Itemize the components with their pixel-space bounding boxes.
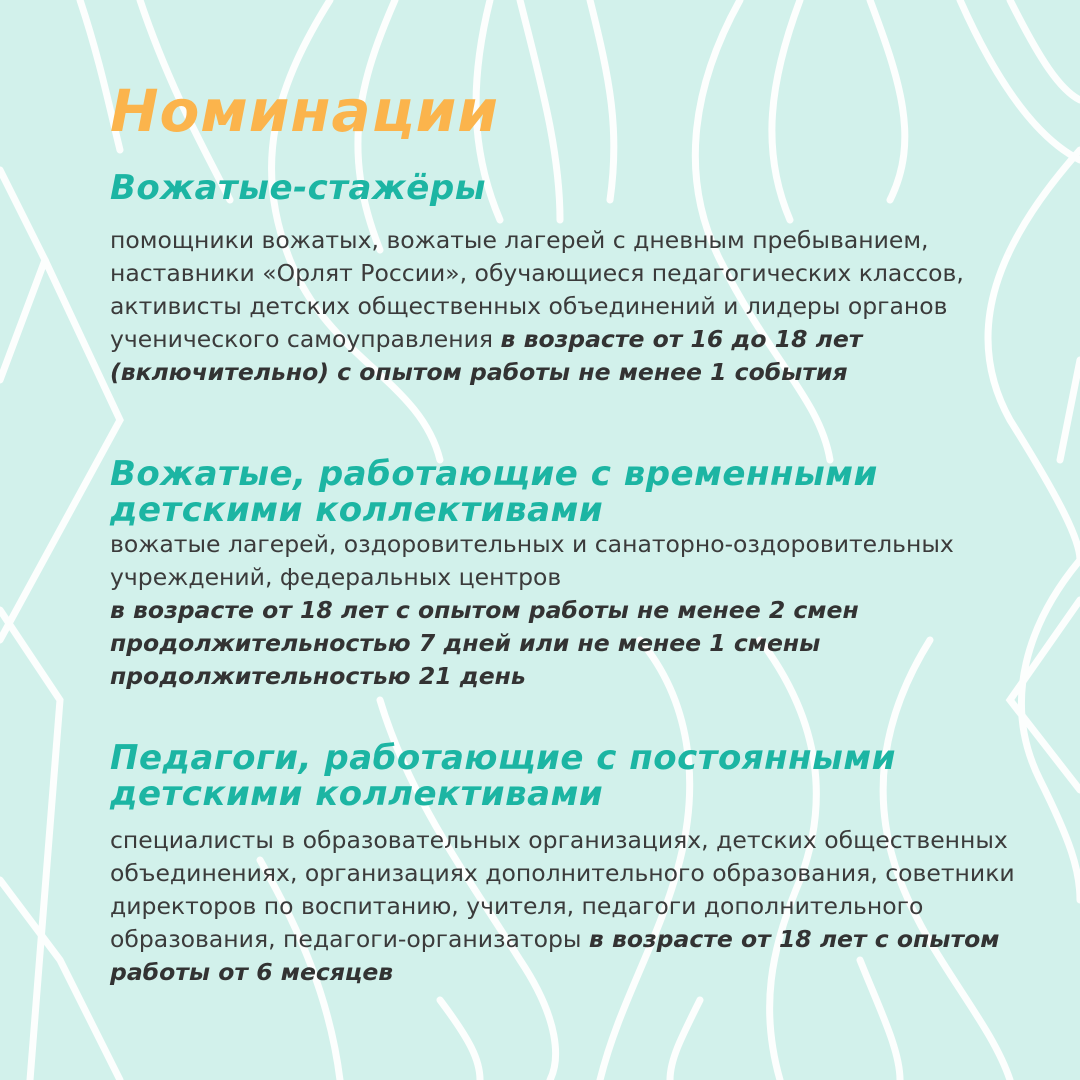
description-text: помощники вожатых, вожатые лагерей с дневным пребыванием, наставники «Орлят России», обучающиеся педагогических классов, активисты детских общественных объединений и лидеры органов ученического самоуправления [110, 226, 964, 353]
section-description [110, 224, 1040, 389]
nomination-interns [110, 170, 1040, 389]
section-title: Педагоги, работающие с постоянными детскими коллективами [110, 738, 897, 814]
nomination-temporary-collectives [110, 456, 1040, 693]
description-text: вожатые лагерей, оздоровительных и санаторно-оздоровительных учреждений, федеральных центров [110, 530, 954, 591]
description-requirements: в возрасте от 16 до 18 лет (включительно) с опытом работы не менее 1 события [110, 325, 863, 386]
section-description [110, 824, 1040, 989]
content [110, 77, 1040, 986]
section-title: Вожатые-стажёры [110, 168, 486, 208]
description-requirements: в возрасте от 18 лет с опытом работы не менее 2 смен продолжительностью 7 дней или не менее 1 смены продолжительностью 21 день [110, 596, 859, 690]
section-title: Вожатые, работающие с временными детскими коллективами [110, 454, 878, 530]
description-requirements: в возрасте от 18 лет с опытом работы от 6 месяцев [110, 925, 1000, 986]
nomination-permanent-collectives [110, 740, 1040, 989]
section-description [110, 528, 1040, 693]
page-title: Номинации [110, 77, 499, 145]
description-text: специалисты в образовательных организациях, детских общественных объединениях, организациях дополнительного образования, советники директоров по воспитанию, учителя, педагоги дополнительного образования, педагоги-организаторы [110, 826, 1015, 953]
